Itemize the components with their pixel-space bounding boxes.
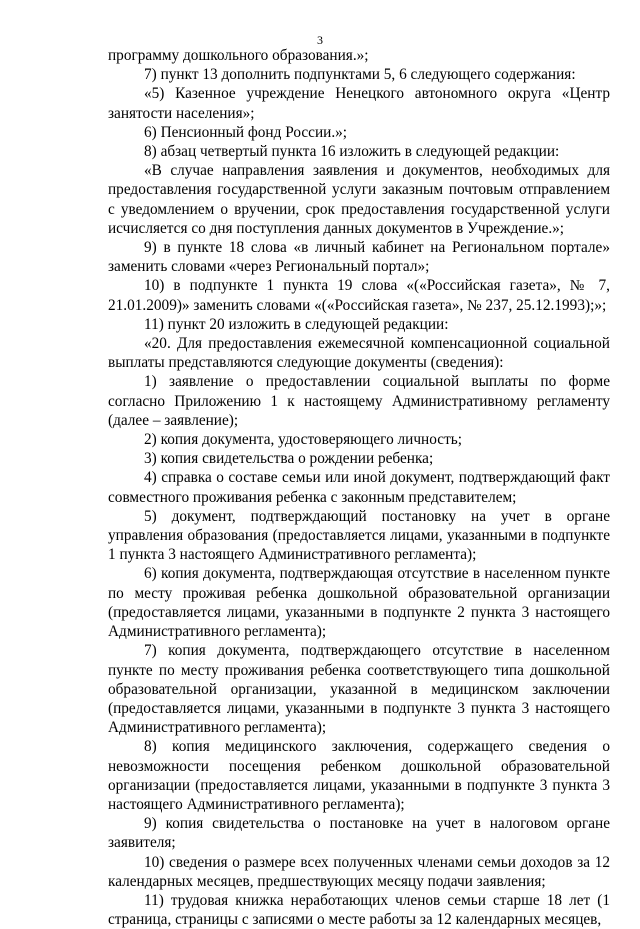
paragraph: 3) копия свидетельства о рождении ребенка; [144,450,434,468]
paragraph: 11) пункт 20 изложить в следующей редакции: [144,315,449,333]
paragraph: 9) в пункте 18 слова «в личный кабинет на Региональном портале» заменить словами «через Региональный портал»; [108,239,610,276]
paragraph: 11) трудовая книжка неработающих членов семьи старше 18 лет (1 страница, страницы с записями о месте работы за 12 календарных месяцев, [108,891,610,929]
page-number: 3 [317,33,323,47]
paragraph: 9) копия свидетельства о постановке на учет в налоговом органе заявителя; [108,815,610,852]
paragraph: 6) копия документа, подтверждающая отсутствие в населенном пункте по месту проживая ребенка дошкольной образовательной организации (предоставляется лицами, указанными в подпункте 2 пункта 3 настоящего Административного регламента); [108,565,610,641]
paragraph: 4) справка о составе семьи или иной документ, подтверждающий факт совместного проживания ребенка с законным представителем; [108,469,610,506]
paragraph: «В случае направления заявления и документов, необходимых для предоставления государственной услуги заказным почтовым отправлением с уведомлением о вручении, срок предоставления государственной услуги исчисляется со дня поступления данных документов в Учреждение.»; [108,162,610,237]
paragraph: 1) заявление о предоставлении социальной выплаты по форме согласно Приложению 1 к настоящему Административному регламенту (далее – заявление); [108,373,610,429]
paragraph: 2) копия документа, удостоверяющего личность; [144,431,462,449]
paragraph: «5) Казенное учреждение Ненецкого автономного округа «Центр занятости населения»; [108,85,610,122]
paragraph: 7) копия документа, подтверждающего отсутствие в населенном пункте по месту проживания ребенка соответствующего типа дошкольной образовательной организации, указанной в медицинском заключении (предоставляется лицами, указанными в подпункте 3 пункта 3 настоящего Административного регламента); [108,642,610,737]
document-body [108,46,610,929]
paragraph: 8) копия медицинского заключения, содержащего сведения о невозможности посещения ребенком дошкольной образовательной организации (предоставляется лицами, указанными в подпункте 3 пункта 3 настоящего Административного регламента); [108,738,610,813]
paragraph: 6) Пенсионный фонд России.»; [144,123,348,141]
paragraph: 7) пункт 13 дополнить подпунктами 5, 6 следующего содержания: [144,66,576,84]
paragraph: 5) документ, подтверждающий постановку на учет в органе управления образования (предоставляется лицами, указанными в подпункте 1 пункта 3 настоящего Административного регламента); [108,507,610,564]
paragraph: программу дошкольного образования.»; [108,47,369,64]
paragraph: 10) сведения о размере всех полученных членами семьи доходов за 12 календарных месяцев, предшествующих месяцу подачи заявления; [108,853,610,890]
paragraph: 8) абзац четвертый пункта 16 изложить в следующей редакции: [144,143,560,161]
paragraph: 10) в подпункте 1 пункта 19 слова «(«Российская газета», № 7, 21.01.2009)» заменить словами «(«Российская газета», № 237, 25.12.1993);»; [108,277,610,314]
paragraph: «20. Для предоставления ежемесячной компенсационной социальной выплаты представляются следующие документы (сведения): [108,335,610,372]
